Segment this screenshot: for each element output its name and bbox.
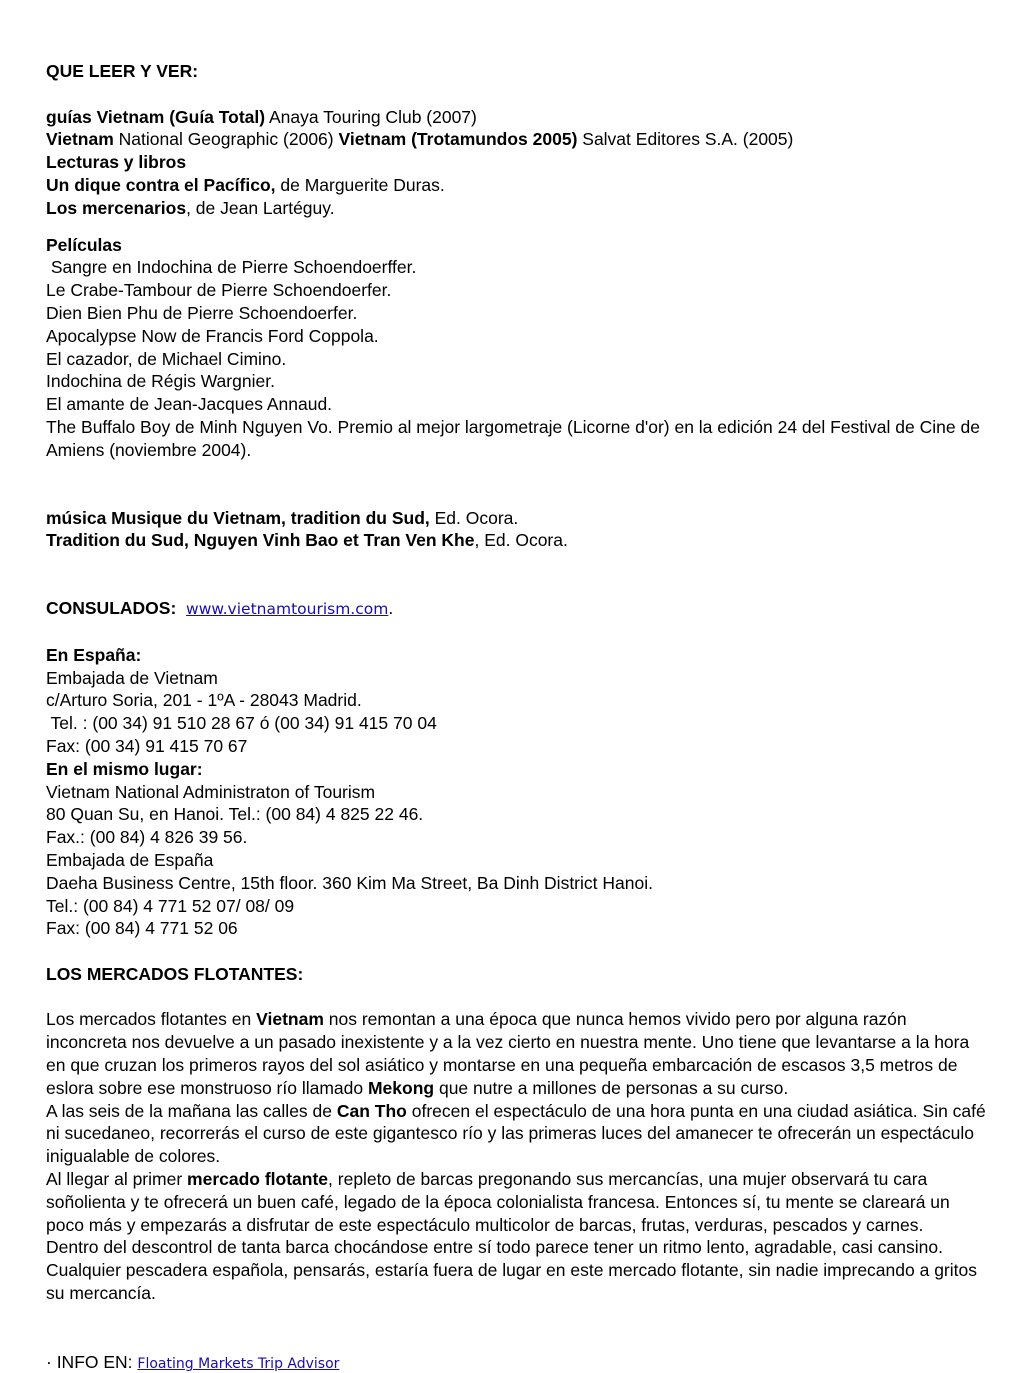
mercados-paragraph-1: Los mercados flotantes en Vietnam nos remontan a una época que nunca hemos vivido pero por alguna razón inconcreta nos devuelve a un pasado inexistente y a la vez cierto en nuestra mente. Uno tiene que levantarse a la hora en que cruzan los primeros rayos del sol asiático y montarse en una pequeña embarcación de escasos 3,5 metros de eslora sobre ese monstruoso río llamado Mekong que nutre a millones de personas a su curso. bbox=[46, 1009, 970, 1098]
mismo-lugar-heading: En el mismo lugar: bbox=[46, 758, 203, 779]
book-line-2: Los mercenarios, de Jean Lartéguy. bbox=[46, 197, 335, 218]
address-line: Fax: (00 34) 91 415 70 67 bbox=[46, 735, 248, 756]
mismo-lugar-section bbox=[46, 758, 986, 940]
book-line-1: Un dique contra el Pacífico, de Marguerite Duras. bbox=[46, 174, 445, 195]
movie-item: Le Crabe-Tambour de Pierre Schoendoerfer. bbox=[46, 280, 392, 301]
document-page bbox=[46, 60, 986, 1305]
heading-que-leer: QUE LEER Y VER: bbox=[46, 61, 199, 81]
mercados-paragraph-2: A las seis de la mañana las calles de Can Tho ofrecen el espectáculo de una hora punta en una ciudad asiática. Sin café ni sucedaneo, recorrerás el curso de este gigantesco río y las primeras luces del amanecer te ofrecerán un espectáculo inigualable de colores. bbox=[46, 1100, 986, 1167]
address-line: 80 Quan Su, en Hanoi. Tel.: (00 84) 4 825 22 46. bbox=[46, 804, 424, 825]
address-line: Embajada de Vietnam bbox=[46, 667, 218, 688]
address-line: c/Arturo Soria, 201 - 1ºA - 28043 Madrid. bbox=[46, 690, 362, 711]
address-line: Fax: (00 84) 4 771 52 06 bbox=[46, 918, 238, 939]
info-line-cut: · INFO EN: Floating Markets Trip Advisor bbox=[46, 1352, 340, 1372]
espana-section bbox=[46, 644, 986, 758]
movie-item: Dien Bien Phu de Pierre Schoendoerfer. bbox=[46, 302, 358, 323]
mercados-body bbox=[46, 1008, 986, 1304]
mercados-paragraph-4: Dentro del descontrol de tanta barca chocándose entre sí todo parece tener un ritmo lento, agradable, casi cansino. Cualquier pescadera española, pensarás, estaría fuera de lugar en este mercado flotante, sin nadie imprecando a gritos su mercancía. bbox=[46, 1237, 977, 1304]
movie-item: El amante de Jean-Jacques Annaud. bbox=[46, 394, 333, 415]
movie-item: El cazador, de Michael Cimino. bbox=[46, 348, 287, 369]
mercados-paragraph-3: Al llegar al primer mercado flotante, repleto de barcas pregonando sus mercancías, una mujer observará tu cara soñolienta y te ofrecerá un buen café, legado de la época colonialista francesa. Entonces sí, tu mente se clareará un poco más y empezarás a disfrutar de este espectáculo multicolor de barcas, frutas, verduras, pescados y carnes. bbox=[46, 1169, 950, 1235]
espana-heading: En España: bbox=[46, 644, 142, 665]
address-line: Embajada de España bbox=[46, 849, 214, 870]
music-line-2: Tradition du Sud, Nguyen Vinh Bao et Tran Ven Khe, Ed. Ocora. bbox=[46, 530, 568, 551]
guides-section bbox=[46, 106, 986, 220]
address-line: Fax.: (00 84) 4 826 39 56. bbox=[46, 827, 248, 848]
address-line: Tel.: (00 84) 4 771 52 07/ 08/ 09 bbox=[46, 895, 295, 916]
mercados-heading: LOS MERCADOS FLOTANTES: bbox=[46, 963, 304, 984]
musica-section bbox=[46, 507, 986, 553]
peliculas-section bbox=[46, 234, 986, 462]
peliculas-heading: Películas bbox=[46, 234, 122, 255]
address-line: Daeha Business Centre, 15th floor. 360 Kim Ma Street, Ba Dinh District Hanoi. bbox=[46, 872, 653, 893]
movie-item: Apocalypse Now de Francis Ford Coppola. bbox=[46, 325, 379, 346]
vietnamtourism-link[interactable]: www.vietnamtourism.com bbox=[186, 600, 389, 619]
music-line-1: música Musique du Vietnam, tradition du Sud, Ed. Ocora. bbox=[46, 507, 519, 528]
address-line: Tel. : (00 34) 91 510 28 67 ó (00 34) 91 415 70 04 bbox=[46, 713, 437, 734]
movie-item: Indochina de Régis Wargnier. bbox=[46, 371, 275, 392]
floating-markets-link[interactable]: Floating Markets Trip Advisor bbox=[137, 1356, 340, 1372]
guide-line-1: guías Vietnam (Guía Total) Anaya Touring Club (2007) bbox=[46, 106, 477, 127]
guide-line-2: Vietnam National Geographic (2006) Vietnam (Trotamundos 2005) Salvat Editores S.A. (2005) bbox=[46, 129, 794, 150]
movie-item: The Buffalo Boy de Minh Nguyen Vo. Premio al mejor largometraje (Licorne d'or) en la edición 24 del Festival de Cine de Amiens (noviembre 2004). bbox=[46, 416, 980, 460]
lecturas-heading: Lecturas y libros bbox=[46, 152, 187, 173]
address-line: Vietnam National Administraton of Tourism bbox=[46, 781, 376, 802]
movie-item: Sangre en Indochina de Pierre Schoendoerffer. bbox=[46, 257, 417, 278]
consulados-line: CONSULADOS: www.vietnamtourism.com. bbox=[46, 598, 394, 619]
